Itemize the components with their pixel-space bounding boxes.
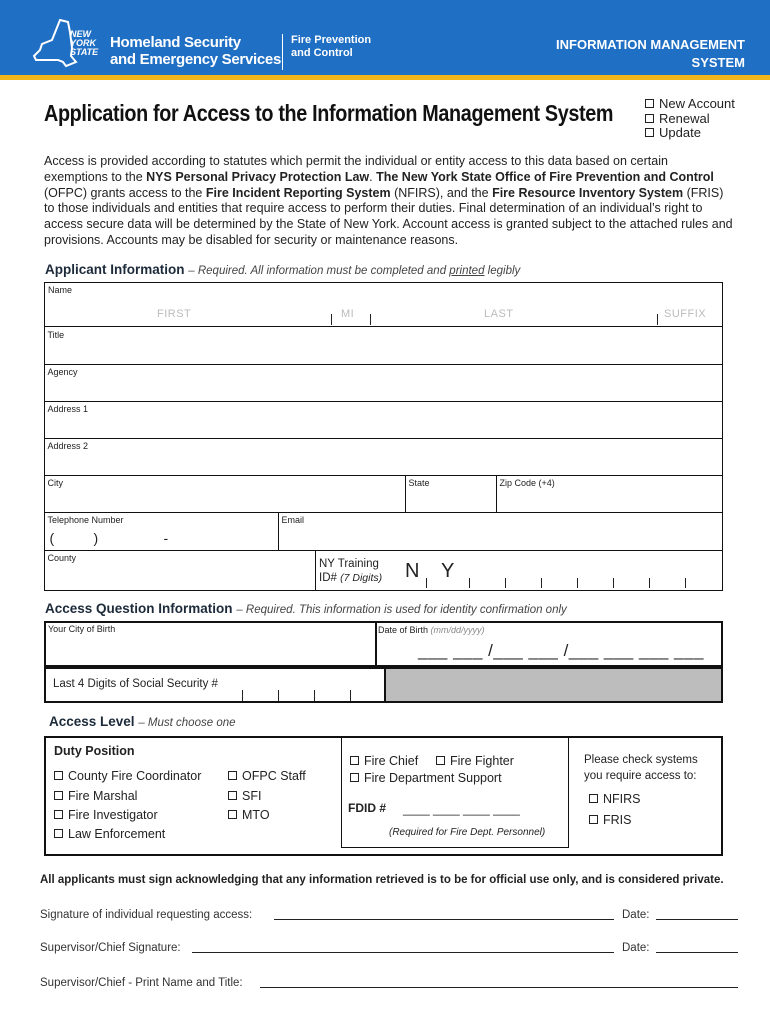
acknowledgement-text: All applicants must sign acknowledging that any information retrieved is to be for official use only, and is considered private. xyxy=(40,874,724,886)
access-section-heading: Access Level – Must choose one xyxy=(49,714,236,729)
option-update[interactable]: Update xyxy=(645,126,735,141)
systems-prompt: Please check systems you require access to: xyxy=(584,754,698,782)
county-field[interactable]: County xyxy=(44,550,316,590)
fdid-label: FDID # xyxy=(348,801,387,815)
checkbox-icon[interactable] xyxy=(589,794,598,803)
name-field[interactable]: Name FIRST MI LAST SUFFIX xyxy=(44,282,723,326)
supervisor-date-line[interactable] xyxy=(656,952,738,953)
checkbox-icon[interactable] xyxy=(645,99,654,108)
duty-position-heading: Duty Position xyxy=(54,744,135,758)
checkbox-icon[interactable] xyxy=(54,810,63,819)
dob-label: Date of Birth (mm/dd/yyyy) xyxy=(378,625,485,635)
question-section-heading: Access Question Information – Required. This information is used for identity confirmation only xyxy=(45,601,567,616)
checkbox-icon[interactable] xyxy=(645,128,654,137)
ssn-shaded-area xyxy=(386,667,723,703)
checkbox-icon[interactable] xyxy=(350,756,359,765)
training-id-label: NY Training ID# (7 Digits) xyxy=(319,558,383,584)
applicant-section-heading: Applicant Information – Required. All information must be completed and printed legibly xyxy=(45,262,521,277)
header-banner xyxy=(0,0,770,80)
applicant-date-label: Date: xyxy=(622,909,650,921)
applicant-note: – Required. All information must be completed and printed legibly xyxy=(188,265,521,277)
checkbox-icon[interactable] xyxy=(228,791,237,800)
form-title: Application for Access to the Information Management System xyxy=(44,100,614,126)
system-name: INFORMATION MANAGEMENT SYSTEM xyxy=(556,37,745,70)
option-ofpc-staff[interactable]: OFPC Staff xyxy=(228,769,306,783)
supervisor-name-label: Supervisor/Chief - Print Name and Title: xyxy=(40,977,243,989)
applicant-form xyxy=(44,282,723,591)
option-new-account[interactable]: New Account xyxy=(645,97,735,112)
zip-field[interactable]: Zip Code (+4) xyxy=(496,475,723,513)
fire-department-box xyxy=(341,738,569,848)
title-field[interactable]: Title xyxy=(44,326,723,365)
option-fire-investigator[interactable]: Fire Investigator xyxy=(54,808,158,822)
option-fire-marshal[interactable]: Fire Marshal xyxy=(54,789,137,803)
email-field[interactable]: Email xyxy=(278,512,723,551)
checkbox-icon[interactable] xyxy=(350,773,359,782)
training-id-prefix-y: Y xyxy=(441,560,455,582)
checkbox-icon[interactable] xyxy=(436,756,445,765)
option-nfirs[interactable]: NFIRS xyxy=(589,792,641,806)
access-level-box xyxy=(44,736,723,856)
nys-logo-text: NEW YORK STATE xyxy=(70,29,99,57)
option-mto[interactable]: MTO xyxy=(228,808,270,822)
option-fire-department-support[interactable]: Fire Department Support xyxy=(350,771,502,785)
birth-info-row xyxy=(44,621,723,667)
supervisor-name-line[interactable] xyxy=(260,987,738,988)
option-fire-fighter[interactable]: Fire Fighter xyxy=(436,754,514,768)
option-fris[interactable]: FRIS xyxy=(589,813,631,827)
ssn-field[interactable]: Last 4 Digits of Social Security # xyxy=(44,667,386,703)
supervisor-date-label: Date: xyxy=(622,942,650,954)
option-fire-chief[interactable]: Fire Chief xyxy=(350,754,418,768)
applicant-signature-label: Signature of individual requesting access: xyxy=(40,909,253,921)
division-name: Fire Prevention and Control xyxy=(291,34,372,59)
checkbox-icon[interactable] xyxy=(645,114,654,123)
banner-divider xyxy=(282,34,283,70)
intro-paragraph: Access is provided according to statutes which permit the individual or entity access to this data based on certain exemptions to the NYS Personal Privacy Protection Law. The New York State Office of Fire Prevention and Control (OFPC) grants access to the Fire Incident Reporting System (NFIRS), and the Fire Resource Inventory System (FRIS) to those individuals and entities that require access to perform their duties. Final determination of an individual’s right to access secure data will be determined by the State of New York. Account access is granted subject to the attached rules and provisions. Accounts may be disabled for security or maintenance reasons. xyxy=(44,154,733,247)
fdid-field[interactable]: ____ ____ ____ ____ xyxy=(403,802,520,816)
option-sfi[interactable]: SFI xyxy=(228,789,261,803)
checkbox-icon[interactable] xyxy=(228,771,237,780)
checkbox-icon[interactable] xyxy=(54,829,63,838)
applicant-signature-line[interactable] xyxy=(274,919,614,920)
supervisor-signature-label: Supervisor/Chief Signature: xyxy=(40,942,181,954)
address1-field[interactable]: Address 1 xyxy=(44,401,723,439)
state-field[interactable]: State xyxy=(405,475,497,513)
city-field[interactable]: City xyxy=(44,475,406,513)
supervisor-signature-line[interactable] xyxy=(192,952,614,953)
dob-field[interactable]: ___ ___ /___ ___ /___ ___ ___ ___ xyxy=(418,641,704,660)
request-type-options xyxy=(645,97,735,141)
checkbox-icon[interactable] xyxy=(54,771,63,780)
checkbox-icon[interactable] xyxy=(228,810,237,819)
checkbox-icon[interactable] xyxy=(54,791,63,800)
agency-field[interactable]: Agency xyxy=(44,364,723,402)
address2-field[interactable]: Address 2 xyxy=(44,438,723,476)
applicant-date-line[interactable] xyxy=(656,919,738,920)
agency-name: Homeland Security and Emergency Services xyxy=(110,34,281,68)
training-id-prefix-n: N xyxy=(405,560,420,582)
checkbox-icon[interactable] xyxy=(589,815,598,824)
option-county-fire-coordinator[interactable]: County Fire Coordinator xyxy=(54,769,201,783)
fdid-note: (Required for Fire Dept. Personnel) xyxy=(389,827,546,838)
option-renewal[interactable]: Renewal xyxy=(645,112,735,127)
telephone-field[interactable]: Telephone Number ( ) - xyxy=(44,512,279,551)
city-of-birth-field[interactable]: Your City of Birth xyxy=(44,621,377,667)
option-law-enforcement[interactable]: Law Enforcement xyxy=(54,827,165,841)
